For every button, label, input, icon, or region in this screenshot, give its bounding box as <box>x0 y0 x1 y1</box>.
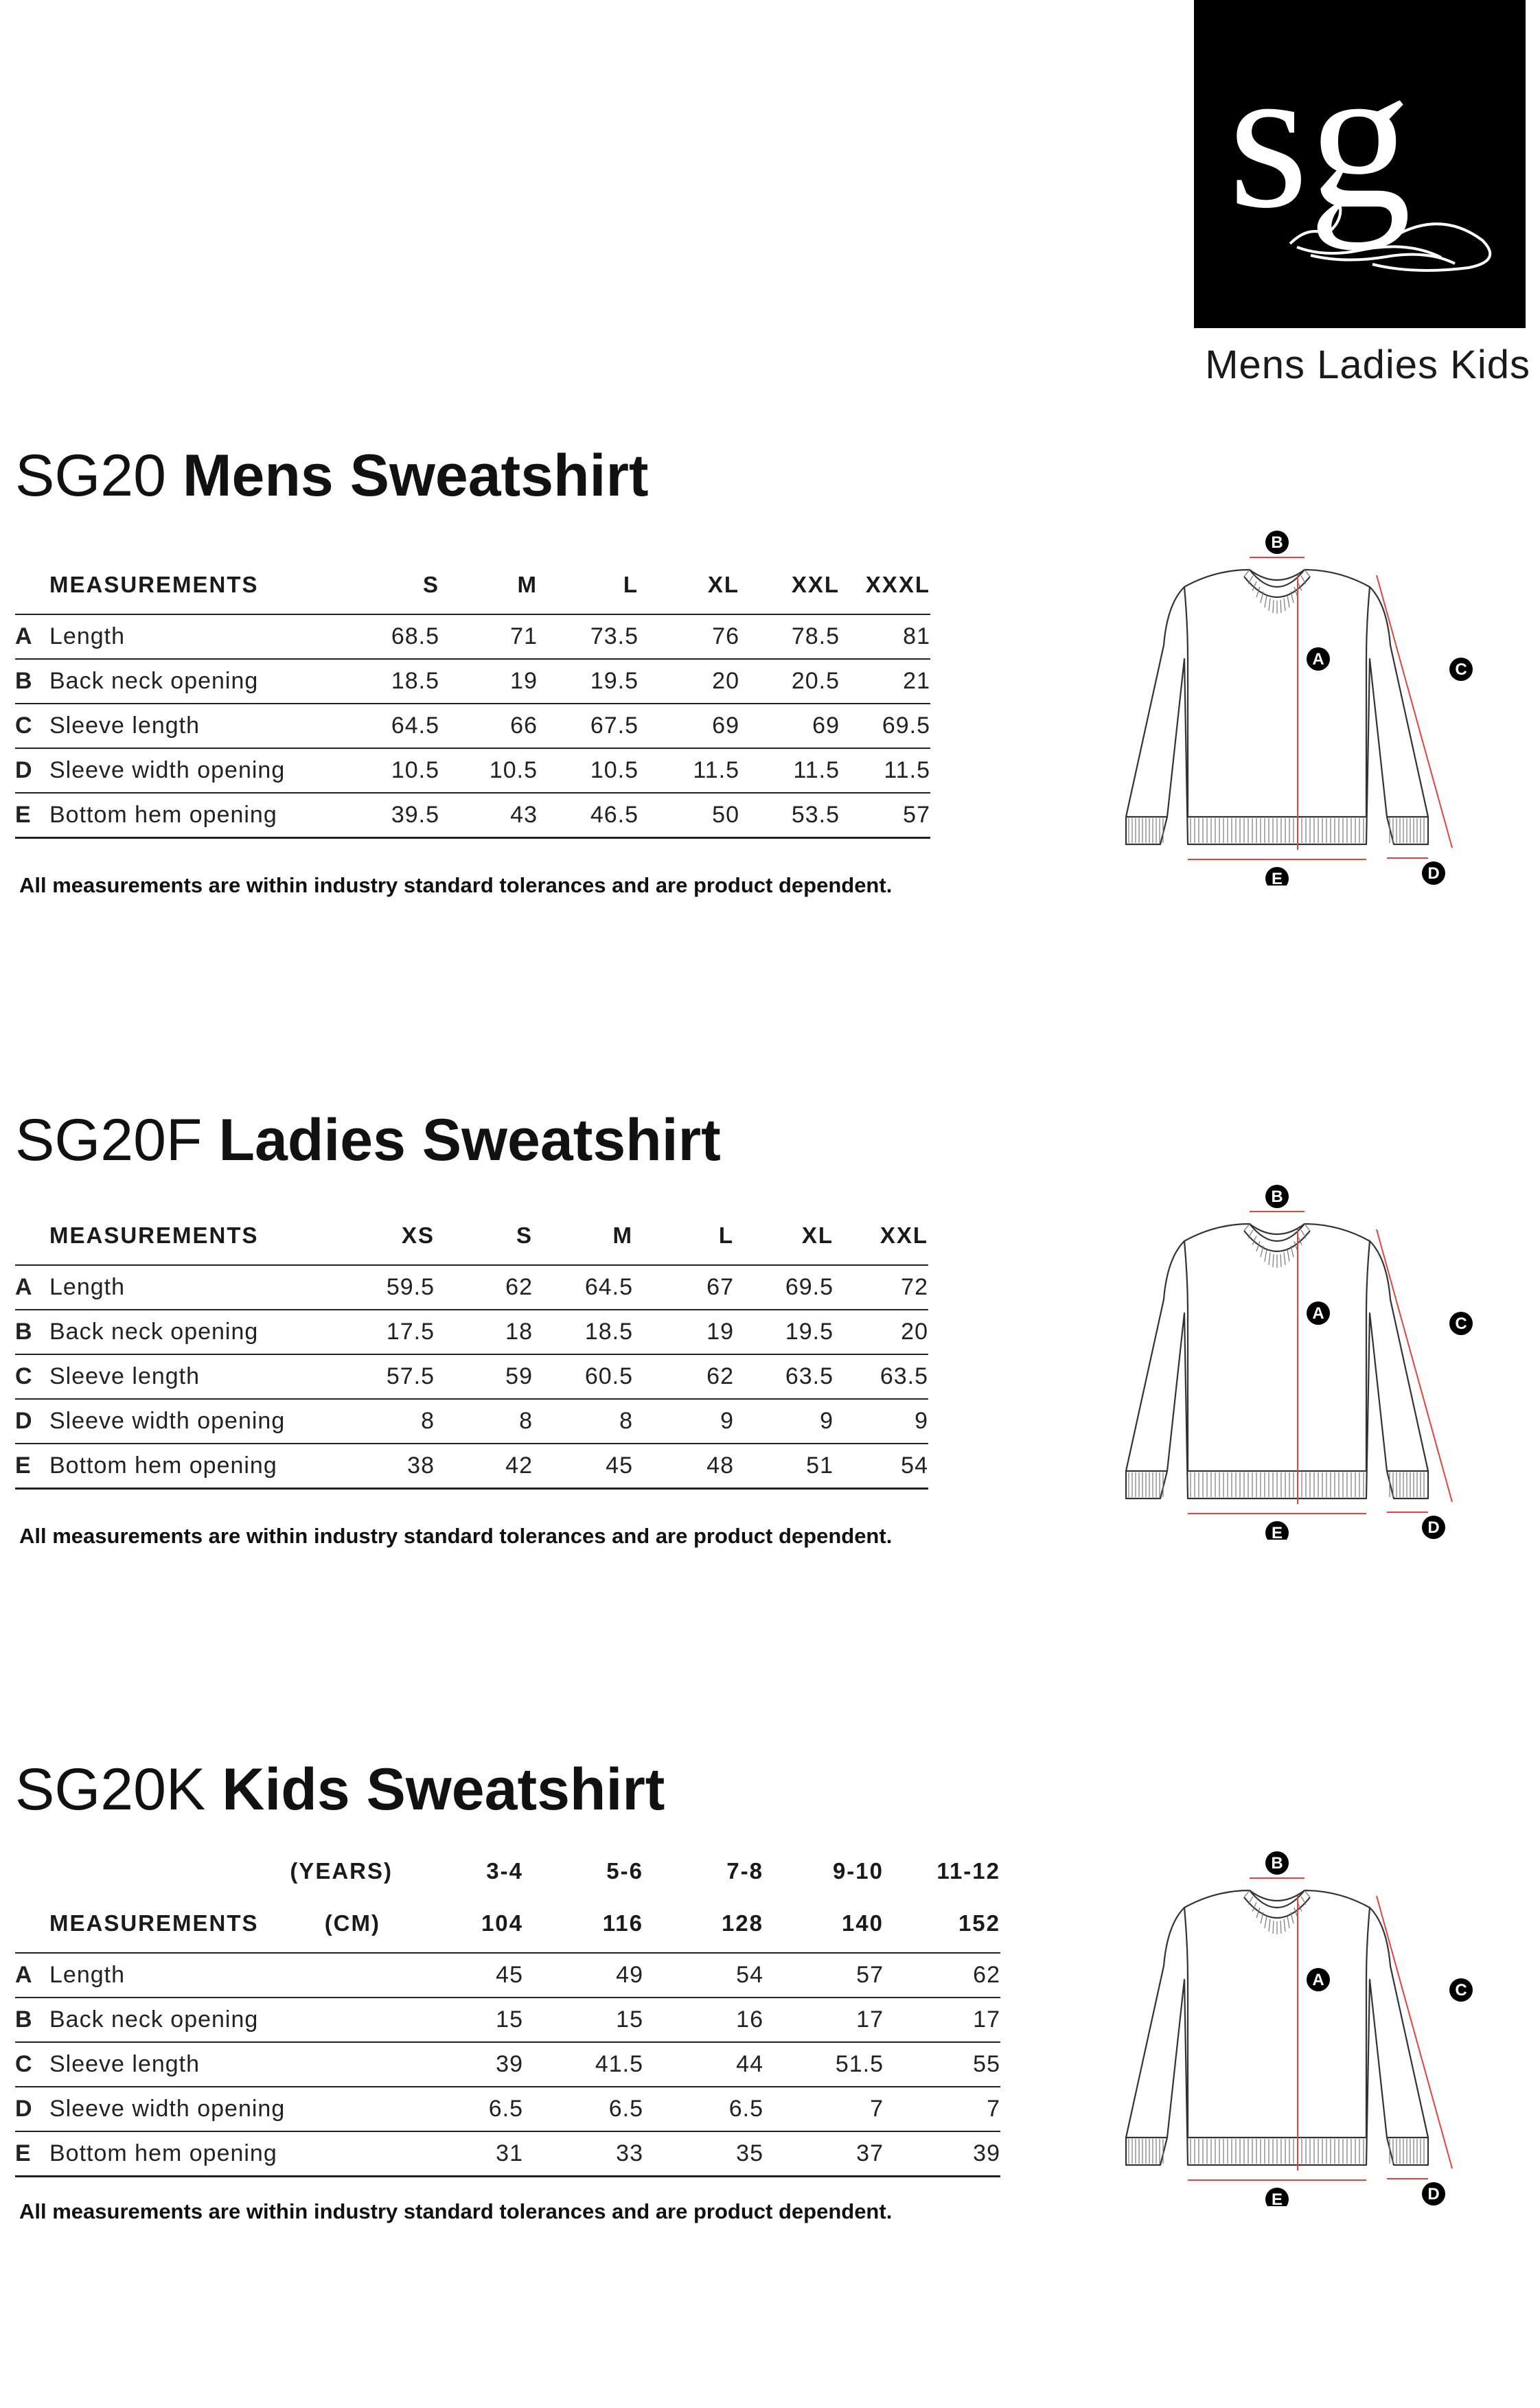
measure-marker-a <box>1307 1301 1330 1325</box>
cell-value: 46.5 <box>538 793 639 838</box>
table-row <box>15 2131 1000 2177</box>
cell-value: 62 <box>884 1953 1000 1998</box>
cell-value: 21 <box>840 659 930 704</box>
age-header: 5-6 <box>606 1858 643 1884</box>
table-header-row <box>15 556 930 614</box>
row-label: Bottom hem opening <box>49 2131 393 2177</box>
row-label: Back neck opening <box>49 659 352 704</box>
measurement-lines <box>1188 557 1452 859</box>
age-header: 3-4 <box>486 1858 523 1884</box>
cell-value: 39 <box>884 2131 1000 2177</box>
table-row <box>15 1998 1000 2042</box>
cell-value: 20.5 <box>739 659 840 704</box>
cell-value: 69 <box>739 704 840 748</box>
row-letter: E <box>15 1444 49 1489</box>
cell-value: 39 <box>393 2042 523 2087</box>
size-table <box>15 1207 928 1490</box>
svg-text:C: C <box>1455 1315 1467 1333</box>
cell-value: 6.5 <box>393 2087 523 2131</box>
left-cuff-ribbing <box>1129 2139 1163 2164</box>
cell-value: 33 <box>523 2131 643 2177</box>
cell-value: 72 <box>834 1265 928 1310</box>
cell-value: 53.5 <box>739 793 840 838</box>
cell-value: 63.5 <box>834 1354 928 1399</box>
row-letter: D <box>15 2087 49 2131</box>
cell-value: 37 <box>763 2131 884 2177</box>
cell-value: 55 <box>884 2042 1000 2087</box>
cell-value: 8 <box>341 1399 435 1444</box>
cell-value: 44 <box>643 2042 763 2087</box>
measure-marker-b <box>1265 531 1289 554</box>
svg-text:E: E <box>1271 1524 1283 1540</box>
row-label: Length <box>49 614 352 659</box>
row-label: Sleeve length <box>49 1354 341 1399</box>
cell-value: 20 <box>639 659 739 704</box>
cell-value: 15 <box>523 1998 643 2042</box>
row-label: Back neck opening <box>49 1998 393 2042</box>
cell-value: 19 <box>633 1310 734 1354</box>
svg-text:E: E <box>1271 2190 1283 2206</box>
svg-text:A: A <box>1312 1304 1324 1323</box>
measurements-header: MEASUREMENTS <box>49 1207 341 1265</box>
table-row <box>15 748 930 793</box>
cell-value: 10.5 <box>439 748 538 793</box>
table-row <box>15 614 930 659</box>
cell-value: 9 <box>734 1399 834 1444</box>
measure-marker-e <box>1265 2188 1289 2206</box>
svg-text:D: D <box>1427 2185 1440 2203</box>
hem-ribbing <box>1191 2139 1364 2164</box>
product-name: Kids Sweatshirt <box>222 1757 665 1822</box>
size-header: XXL <box>834 1207 928 1265</box>
table-row <box>15 2042 1000 2087</box>
tolerance-note: All measurements are within industry standard tolerances and are product dependent. <box>19 1524 893 1548</box>
cell-value: 63.5 <box>734 1354 834 1399</box>
logo-text: sg <box>1228 23 1412 251</box>
measure-marker-c <box>1449 1312 1473 1335</box>
size-header: XL <box>734 1207 834 1265</box>
row-label: Length <box>49 1265 341 1310</box>
row-label: Bottom hem opening <box>49 793 352 838</box>
cell-value: 18.5 <box>533 1310 633 1354</box>
cell-value: 54 <box>834 1444 928 1489</box>
hem-ribbing <box>1191 1472 1364 1497</box>
collar-ribbing <box>1244 1890 1310 1934</box>
row-letter: B <box>15 1998 49 2042</box>
svg-text:B: B <box>1271 1854 1283 1873</box>
cell-value: 78.5 <box>739 614 840 659</box>
cell-value: 9 <box>633 1399 734 1444</box>
cell-value: 9 <box>834 1399 928 1444</box>
size-header: S <box>435 1207 533 1265</box>
cell-value: 51.5 <box>763 2042 884 2087</box>
cell-value: 64.5 <box>533 1265 633 1310</box>
cell-value: 39.5 <box>352 793 439 838</box>
cell-value: 57 <box>763 1953 884 1998</box>
product-code: SG20F <box>15 1107 203 1173</box>
size-header: XXXL <box>840 556 930 614</box>
cell-value: 57 <box>840 793 930 838</box>
size-header: XL <box>639 556 739 614</box>
cell-value: 69.5 <box>734 1265 834 1310</box>
cell-value: 38 <box>341 1444 435 1489</box>
row-letter: C <box>15 1354 49 1399</box>
cell-value: 19.5 <box>734 1310 834 1354</box>
row-label: Sleeve length <box>49 704 352 748</box>
cell-value: 18.5 <box>352 659 439 704</box>
size-header: M <box>439 556 538 614</box>
sweatshirt-sketch <box>1126 1185 1473 1540</box>
height-header: 128 <box>643 1895 763 1953</box>
table-row <box>15 704 930 748</box>
cell-value: 11.5 <box>840 748 930 793</box>
table-row <box>15 1354 928 1399</box>
svg-text:C: C <box>1455 1981 1467 2000</box>
sweatshirt-diagram <box>1044 1842 1510 2206</box>
product-code: SG20K <box>15 1757 206 1822</box>
cell-value: 11.5 <box>739 748 840 793</box>
row-letter: A <box>15 1265 49 1310</box>
cell-value: 67 <box>633 1265 734 1310</box>
height-header: 140 <box>763 1895 884 1953</box>
cell-value: 62 <box>633 1354 734 1399</box>
table-row <box>15 793 930 838</box>
right-cuff-ribbing <box>1390 2139 1424 2164</box>
measurements-header: MEASUREMENTS <box>49 1910 259 1936</box>
measure-marker-a <box>1307 1968 1330 1991</box>
cell-value: 19 <box>439 659 538 704</box>
size-header: XS <box>341 1207 435 1265</box>
height-header: 104 <box>393 1895 523 1953</box>
row-label: Sleeve width opening <box>49 748 352 793</box>
section-title <box>15 443 649 509</box>
measure-marker-b <box>1265 1851 1289 1875</box>
cell-value: 19.5 <box>538 659 639 704</box>
table-row <box>15 659 930 704</box>
measure-marker-d <box>1422 1516 1445 1539</box>
measure-marker-a <box>1307 647 1330 671</box>
cell-value: 6.5 <box>523 2087 643 2131</box>
cell-value: 45 <box>533 1444 633 1489</box>
cell-value: 59 <box>435 1354 533 1399</box>
size-table <box>15 556 930 839</box>
height-header: 116 <box>523 1895 643 1953</box>
measure-line-c <box>1377 1229 1452 1502</box>
measurement-lines <box>1188 1212 1452 1514</box>
row-label: Back neck opening <box>49 1310 341 1354</box>
svg-text:B: B <box>1271 533 1283 552</box>
cell-value: 6.5 <box>643 2087 763 2131</box>
tolerance-note: All measurements are within industry standard tolerances and are product dependent. <box>19 2199 893 2223</box>
measure-marker-d <box>1422 2182 1445 2206</box>
row-letter: D <box>15 1399 49 1444</box>
size-header: XXL <box>739 556 840 614</box>
size-table <box>15 1848 1000 2177</box>
size-header: M <box>533 1207 633 1265</box>
age-header: 11-12 <box>936 1858 1000 1884</box>
cell-value: 17.5 <box>341 1310 435 1354</box>
measurement-lines <box>1188 1878 1452 2180</box>
cell-value: 16 <box>643 1998 763 2042</box>
measure-marker-d <box>1422 861 1445 885</box>
measure-line-c <box>1377 1896 1452 2168</box>
table-header-row <box>15 1895 1000 1953</box>
cell-value: 68.5 <box>352 614 439 659</box>
cell-value: 15 <box>393 1998 523 2042</box>
cm-label: (CM) <box>324 1910 380 1936</box>
size-header: L <box>633 1207 734 1265</box>
row-label: Bottom hem opening <box>49 1444 341 1489</box>
row-letter: D <box>15 748 49 793</box>
cell-value: 8 <box>435 1399 533 1444</box>
measure-line-c <box>1377 575 1452 848</box>
cell-value: 71 <box>439 614 538 659</box>
cell-value: 59.5 <box>341 1265 435 1310</box>
cell-value: 51 <box>734 1444 834 1489</box>
row-letter: A <box>15 614 49 659</box>
section-title <box>15 1757 665 1822</box>
product-name: Mens Sweatshirt <box>182 443 649 509</box>
table-row <box>15 1444 928 1489</box>
cell-value: 8 <box>533 1399 633 1444</box>
left-cuff-ribbing <box>1129 1472 1163 1497</box>
row-letter: B <box>15 1310 49 1354</box>
row-label: Sleeve width opening <box>49 2087 393 2131</box>
cell-value: 45 <box>393 1953 523 1998</box>
sg-logo-mark <box>1194 0 1526 328</box>
sweatshirt-sketch <box>1126 531 1473 885</box>
sweatshirt-diagram <box>1044 522 1510 885</box>
collar-outline <box>1250 570 1305 587</box>
cell-value: 17 <box>884 1998 1000 2042</box>
brand-logo <box>1194 0 1526 328</box>
years-label: (YEARS) <box>290 1858 393 1884</box>
cell-value: 7 <box>884 2087 1000 2131</box>
row-label: Sleeve length <box>49 2042 393 2087</box>
row-letter: E <box>15 793 49 838</box>
svg-text:E: E <box>1271 870 1283 885</box>
svg-text:A: A <box>1312 650 1324 669</box>
svg-text:A: A <box>1312 1971 1324 1989</box>
cell-value: 60.5 <box>533 1354 633 1399</box>
cell-value: 18 <box>435 1310 533 1354</box>
cell-value: 67.5 <box>538 704 639 748</box>
measure-marker-e <box>1265 867 1289 885</box>
row-letter: B <box>15 659 49 704</box>
cell-value: 57.5 <box>341 1354 435 1399</box>
collar-ribbing <box>1244 570 1310 614</box>
cell-value: 66 <box>439 704 538 748</box>
table-row <box>15 1953 1000 1998</box>
row-label: Sleeve width opening <box>49 1399 341 1444</box>
table-header-row <box>15 1207 928 1265</box>
measurements-header: MEASUREMENTS <box>49 556 352 614</box>
collar-outline <box>1250 1890 1305 1908</box>
cell-value: 41.5 <box>523 2042 643 2087</box>
sweatshirt-diagram <box>1044 1176 1510 1540</box>
right-cuff-ribbing <box>1390 1472 1424 1497</box>
tolerance-note: All measurements are within industry standard tolerances and are product dependent. <box>19 873 893 897</box>
years-header-row <box>15 1848 1000 1895</box>
sweatshirt-sketch <box>1126 1851 1473 2206</box>
svg-text:D: D <box>1427 864 1440 883</box>
product-code: SG20 <box>15 443 166 509</box>
measure-marker-b <box>1265 1185 1289 1208</box>
cell-value: 7 <box>763 2087 884 2131</box>
row-letter: E <box>15 2131 49 2177</box>
cell-value: 69.5 <box>840 704 930 748</box>
cell-value: 31 <box>393 2131 523 2177</box>
table-row <box>15 1310 928 1354</box>
measure-marker-e <box>1265 1521 1289 1540</box>
size-header: L <box>538 556 639 614</box>
svg-text:B: B <box>1271 1188 1283 1206</box>
right-cuff-ribbing <box>1390 818 1424 843</box>
product-name: Ladies Sweatshirt <box>218 1107 721 1173</box>
row-letter: C <box>15 2042 49 2087</box>
cell-value: 10.5 <box>538 748 639 793</box>
brand-tagline: Mens Ladies Kids <box>1205 343 1530 387</box>
table-row <box>15 1399 928 1444</box>
cell-value: 48 <box>633 1444 734 1489</box>
table-row <box>15 1265 928 1310</box>
collar-outline <box>1250 1224 1305 1241</box>
cell-value: 62 <box>435 1265 533 1310</box>
cell-value: 20 <box>834 1310 928 1354</box>
svg-text:C: C <box>1455 660 1467 679</box>
cell-value: 35 <box>643 2131 763 2177</box>
left-cuff-ribbing <box>1129 818 1163 843</box>
cell-value: 81 <box>840 614 930 659</box>
cell-value: 54 <box>643 1953 763 1998</box>
svg-text:D: D <box>1427 1518 1440 1537</box>
cell-value: 64.5 <box>352 704 439 748</box>
cell-value: 11.5 <box>639 748 739 793</box>
size-header: S <box>352 556 439 614</box>
measure-marker-c <box>1449 658 1473 681</box>
cell-value: 73.5 <box>538 614 639 659</box>
collar-ribbing <box>1244 1224 1310 1268</box>
cell-value: 43 <box>439 793 538 838</box>
cell-value: 50 <box>639 793 739 838</box>
cell-value: 76 <box>639 614 739 659</box>
row-letter: A <box>15 1953 49 1998</box>
cell-value: 69 <box>639 704 739 748</box>
cell-value: 10.5 <box>352 748 439 793</box>
cell-value: 49 <box>523 1953 643 1998</box>
measure-marker-c <box>1449 1978 1473 2002</box>
cell-value: 42 <box>435 1444 533 1489</box>
hem-ribbing <box>1191 818 1364 843</box>
age-header: 7-8 <box>726 1858 763 1884</box>
table-row <box>15 2087 1000 2131</box>
row-letter: C <box>15 704 49 748</box>
row-label: Length <box>49 1953 393 1998</box>
section-title <box>15 1107 721 1173</box>
age-header: 9-10 <box>832 1858 884 1884</box>
height-header: 152 <box>884 1895 1000 1953</box>
cell-value: 17 <box>763 1998 884 2042</box>
